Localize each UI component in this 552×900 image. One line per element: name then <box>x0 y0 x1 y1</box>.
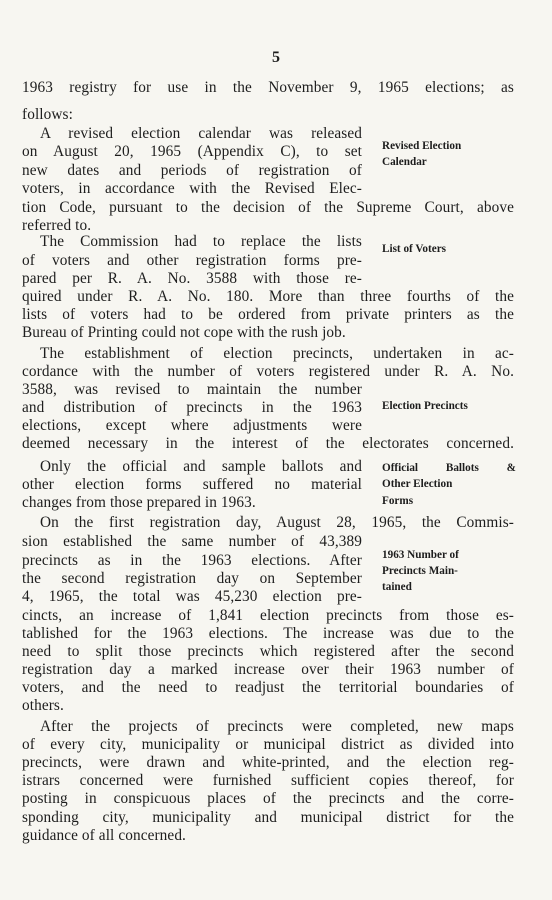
body-line: tion Code, pursuant to the decision of the Supreme Court, above <box>22 199 514 216</box>
body-line: sion established the same number of 43,389 <box>22 533 362 550</box>
body-line: sponding city, municipality and municipal district for the <box>22 809 514 826</box>
body-line: tablished for the 1963 elections. The increase was due to the <box>22 625 514 642</box>
margin-note-line: Calendar <box>382 156 427 168</box>
body-line: changes from those prepared in 1963. <box>22 494 256 511</box>
body-line: guidance of all concerned. <box>22 827 186 844</box>
body-line: cordance with the number of voters registered under R. A. No. <box>22 363 514 380</box>
body-line: 3588, was revised to maintain the number <box>22 381 362 398</box>
body-line: precincts as in the 1963 elections. After <box>22 552 362 569</box>
body-line: elections, except where adjustments were <box>22 417 362 434</box>
body-line: on August 20, 1965 (Appendix C), to set <box>22 143 362 160</box>
margin-note-line: Other Election <box>382 478 453 490</box>
body-line: The Commission had to replace the lists <box>40 233 362 250</box>
body-line: quired under R. A. No. 180. More than three fourths of the <box>22 288 514 305</box>
body-line: A revised election calendar was released <box>40 125 362 142</box>
body-line: other election forms suffered no material <box>22 476 362 493</box>
margin-note-line: List of Voters <box>382 243 447 255</box>
body-line: Only the official and sample ballots and <box>40 458 362 475</box>
body-line: 4, 1965, the total was 45,230 election pre- <box>22 588 362 605</box>
margin-note-line: tained <box>382 581 412 593</box>
body-line: the second registration day on September <box>22 570 362 587</box>
body-line: The establishment of election precincts, undertaken in ac- <box>40 345 514 362</box>
body-line: voters, and the need to readjust the territorial boundaries of <box>22 679 514 696</box>
body-line: deemed necessary in the interest of the electorates concerned. <box>22 435 514 452</box>
margin-note-line: Precincts Main- <box>382 565 458 577</box>
margin-note-line: Election Precincts <box>382 400 468 412</box>
body-line: others. <box>22 697 64 714</box>
body-line: cincts, an increase of 1,841 election precincts from those es- <box>22 607 514 624</box>
body-line: of voters and other registration forms pre- <box>22 252 362 269</box>
body-line: new dates and periods of registration of <box>22 162 362 179</box>
body-line: voters, in accordance with the Revised Elec- <box>22 180 362 197</box>
page-number: 5 <box>272 49 280 66</box>
body-line: After the projects of precincts were completed, new maps <box>40 718 514 735</box>
body-line: 1963 registry for use in the November 9, 1965 elections; as <box>22 79 514 96</box>
body-line: registration day a marked increase over their 1963 number of <box>22 661 514 678</box>
margin-note-line: 1963 Number of <box>382 549 459 561</box>
margin-note-line: Official Ballots & <box>382 462 516 474</box>
body-line: follows: <box>22 106 73 123</box>
body-line: pared per R. A. No. 3588 with those re- <box>22 270 362 287</box>
body-line: need to split those precincts which registered after the second <box>22 643 514 660</box>
body-line: istrars concerned were furnished sufficient copies thereof, for <box>22 772 514 789</box>
body-line: of every city, municipality or municipal district as divided into <box>22 736 514 753</box>
margin-note-line: Revised Election <box>382 140 462 152</box>
body-line: lists of voters had to be ordered from private printers as the <box>22 306 514 323</box>
body-line: On the first registration day, August 28, 1965, the Commis- <box>40 514 514 531</box>
body-line: and distribution of precincts in the 1963 <box>22 399 362 416</box>
body-line: precincts, were drawn and white-printed, and the election reg- <box>22 754 514 771</box>
body-line: posting in conspicuous places of the precincts and the corre- <box>22 790 514 807</box>
body-line: Bureau of Printing could not cope with the rush job. <box>22 324 346 341</box>
margin-note-line: Forms <box>382 495 414 507</box>
body-line: referred to. <box>22 217 92 234</box>
